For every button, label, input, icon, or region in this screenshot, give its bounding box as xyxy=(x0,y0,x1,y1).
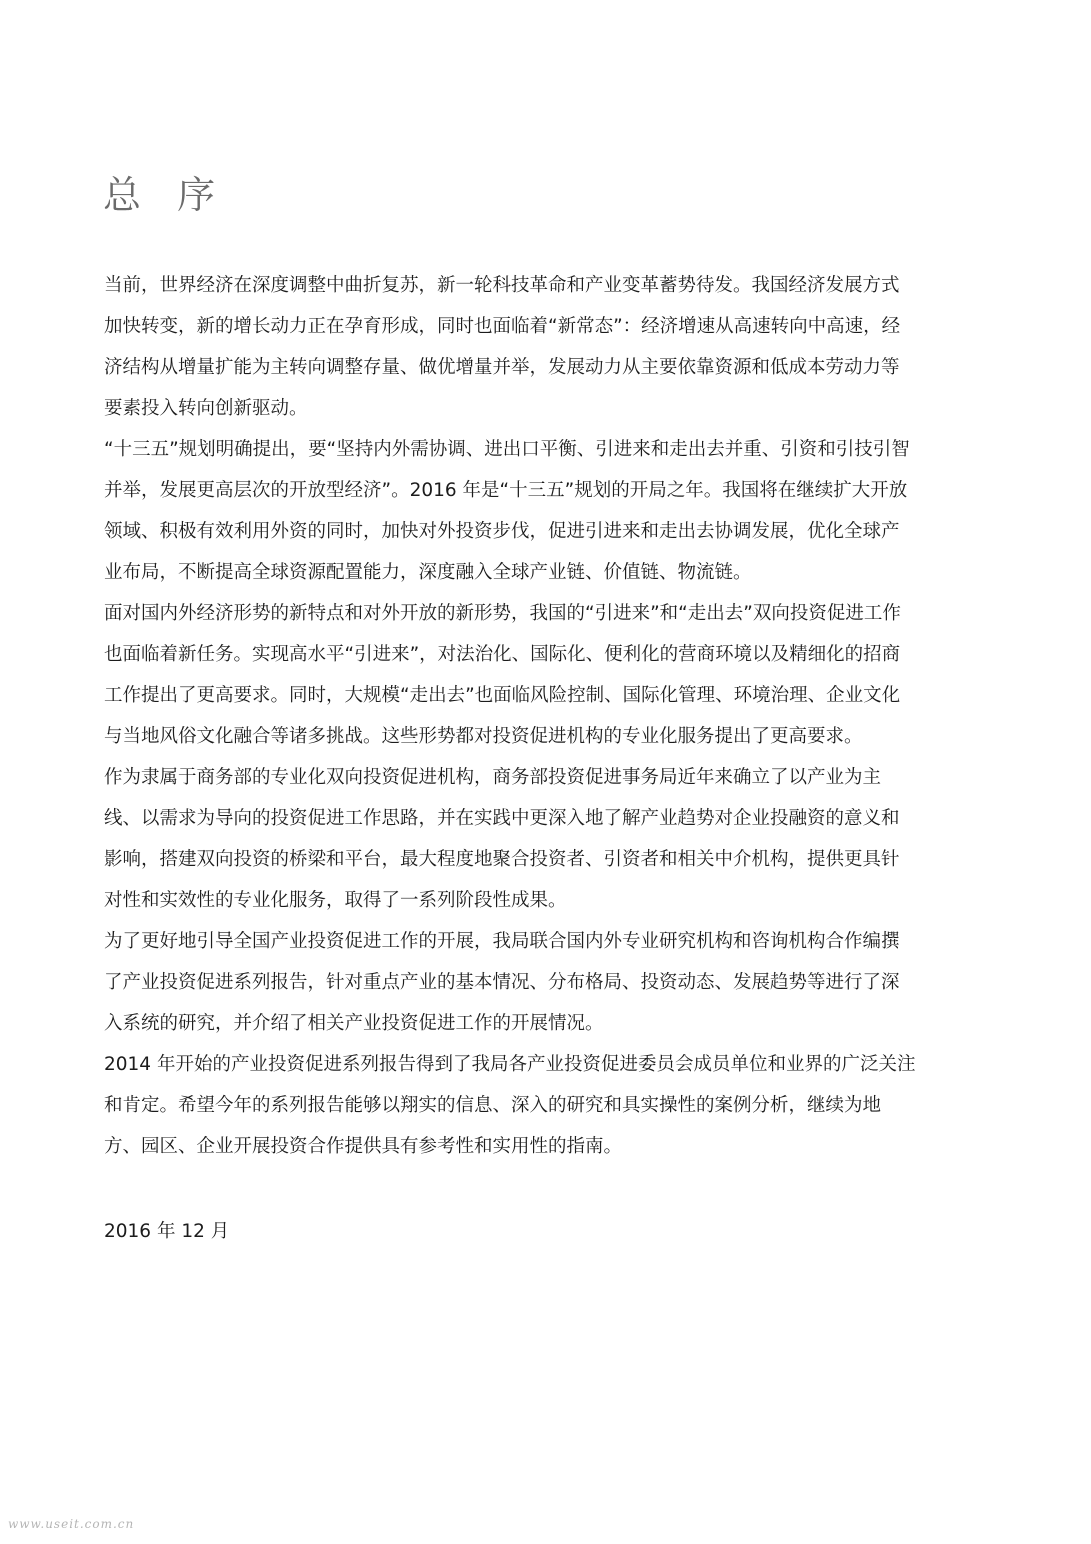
paragraph-line: 入系统的研究，并介绍了相关产业投资促进工作的开展情况。 xyxy=(104,1013,604,1034)
paragraph-line: 当前，世界经济在深度调整中曲折复苏，新一轮科技革命和产业变革蓄势待发。我国经济发展方式 xyxy=(104,275,900,296)
paragraph-line: 作为隶属于商务部的专业化双向投资促进机构，商务部投资促进事务局近年来确立了以产业为主 xyxy=(104,767,882,788)
paragraph-line: 加快转变，新的增长动力正在孕育形成，同时也面临着“新常态”：经济增速从高速转向中高速，经 xyxy=(104,316,901,337)
body-text xyxy=(104,265,994,1167)
paragraph-line: 也面临着新任务。实现高水平“引进来”，对法治化、国际化、便利化的营商环境以及精细化的招商 xyxy=(104,644,901,665)
paragraph-line: 了产业投资促进系列报告，针对重点产业的基本情况、分布格局、投资动态、发展趋势等进行了深 xyxy=(104,972,900,993)
paragraph-3 xyxy=(104,593,994,757)
paragraph-line: 2014 年开始的产业投资促进系列报告得到了我局各产业投资促进委员会成员单位和业界的广泛关注 xyxy=(104,1054,916,1075)
page-title: 总 序 xyxy=(103,173,228,217)
paragraph-line: “十三五”规划明确提出，要“坚持内外需协调、进出口平衡、引进来和走出去并重、引资和引技引智 xyxy=(104,439,910,460)
paragraph-line: 面对国内外经济形势的新特点和对外开放的新形势，我国的“引进来”和“走出去”双向投资促进工作 xyxy=(104,603,901,624)
paragraph-line: 并举，发展更高层次的开放型经济”。2016 年是“十三五”规划的开局之年。我国将在继续扩大开放 xyxy=(104,480,908,501)
paragraph-line: 对性和实效性的专业化服务，取得了一系列阶段性成果。 xyxy=(104,890,567,911)
paragraph-4 xyxy=(104,757,994,921)
paragraph-line: 线、以需求为导向的投资促进工作思路，并在实践中更深入地了解产业趋势对企业投融资的意义和 xyxy=(104,808,900,829)
document-date: 2016 年 12 月 xyxy=(104,1221,230,1242)
paragraph-line: 方、园区、企业开展投资合作提供具有参考性和实用性的指南。 xyxy=(104,1136,623,1157)
paragraph-line: 济结构从增量扩能为主转向调整存量、做优增量并举，发展动力从主要依靠资源和低成本劳动力等 xyxy=(104,357,900,378)
paragraph-line: 影响，搭建双向投资的桥梁和平台，最大程度地聚合投资者、引资者和相关中介机构，提供更具针 xyxy=(104,849,900,870)
paragraph-1 xyxy=(104,265,994,429)
paragraph-line: 业布局，不断提高全球资源配置能力，深度融入全球产业链、价值链、物流链。 xyxy=(104,562,752,583)
paragraph-line: 工作提出了更高要求。同时，大规模“走出去”也面临风险控制、国际化管理、环境治理、企业文化 xyxy=(104,685,901,706)
paragraph-2 xyxy=(104,429,994,593)
watermark: www.useit.com.cn xyxy=(8,1517,135,1531)
paragraph-5 xyxy=(104,921,994,1044)
paragraph-line: 为了更好地引导全国产业投资促进工作的开展，我局联合国内外专业研究机构和咨询机构合作编撰 xyxy=(104,931,900,952)
paragraph-6 xyxy=(104,1044,994,1167)
paragraph-line: 与当地风俗文化融合等诸多挑战。这些形势都对投资促进机构的专业化服务提出了更高要求。 xyxy=(104,726,863,747)
paragraph-line: 和肯定。希望今年的系列报告能够以翔实的信息、深入的研究和具实操性的案例分析，继续为地 xyxy=(104,1095,882,1116)
paragraph-line: 领域、积极有效利用外资的同时，加快对外投资步伐，促进引进来和走出去协调发展，优化全球产 xyxy=(104,521,900,542)
paragraph-line: 要素投入转向创新驱动。 xyxy=(104,398,308,419)
